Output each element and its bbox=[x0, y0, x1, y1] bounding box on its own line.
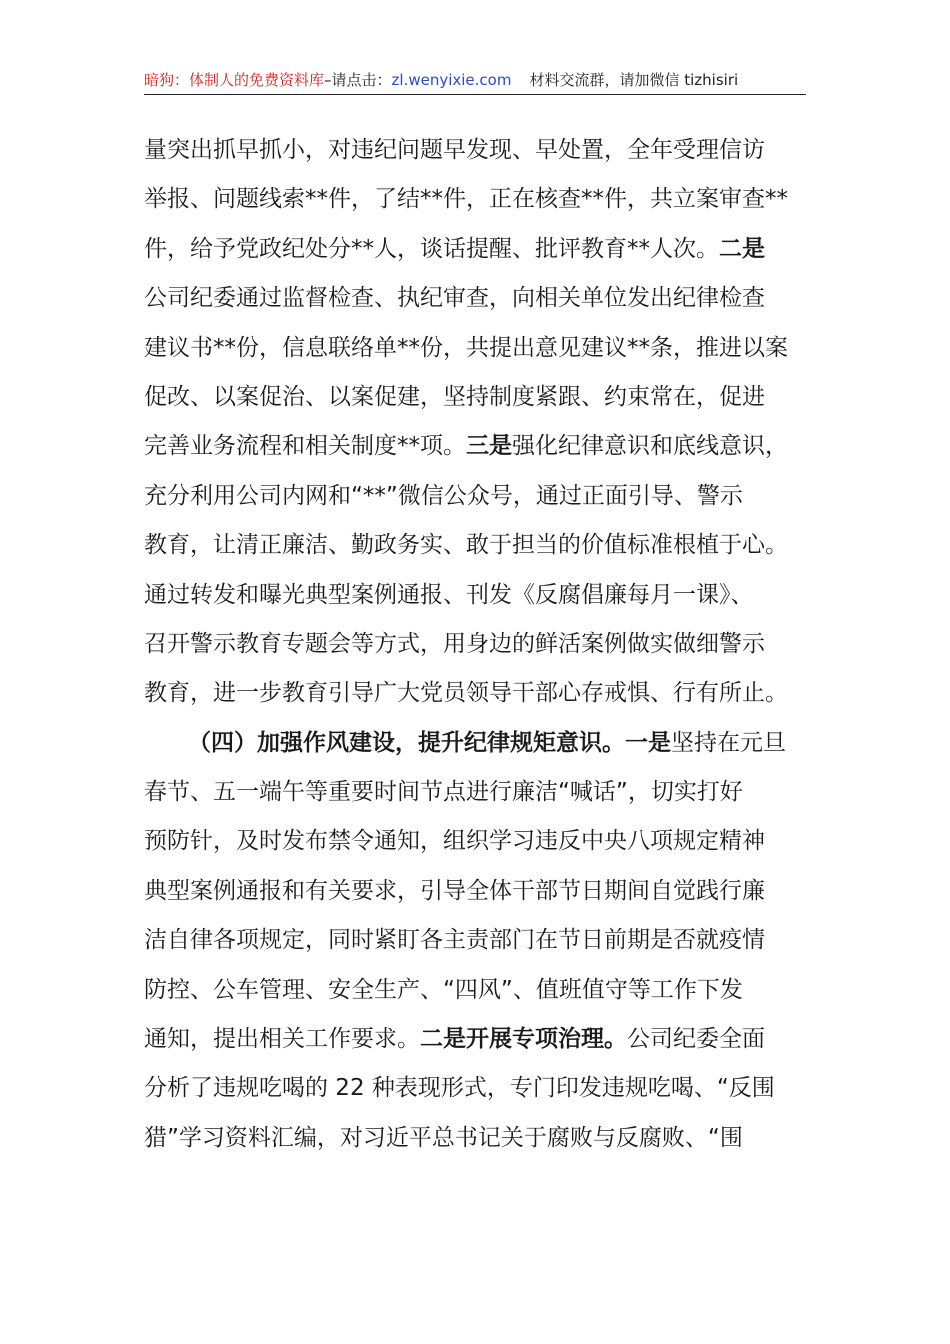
text-line: 公司纪委通过监督检查、执纪审查，向相关单位发出纪律检查 bbox=[144, 285, 765, 312]
text-line: 举报、问题线索**件，了结**件，正在核查**件，共立案审查** bbox=[144, 186, 788, 213]
text-line: 完善业务流程和相关制度**项。三是强化纪律意识和底线意识， bbox=[144, 433, 788, 460]
text-line: 预防针，及时发布禁令通知，组织学习违反中央八项规定精神 bbox=[144, 828, 765, 855]
text-line: 洁自律各项规定，同时紧盯各主责部门在节日前期是否就疫情 bbox=[144, 927, 765, 954]
text-line: 促改、以案促治、以案促建，坚持制度紧跟、约束常在，促进 bbox=[144, 383, 765, 410]
section-heading: （四）加强作风建设，提升纪律规矩意识。 bbox=[188, 729, 625, 756]
text-line: 教育，进一步教育引导广大党员领导干部心存戒惧、行有所止。 bbox=[144, 680, 788, 707]
text-line: 量突出抓早抓小，对违纪问题早发现、早处置，全年受理信访 bbox=[144, 137, 765, 163]
text-line: 通过转发和曝光典型案例通报、刊发《反腐倡廉每月一课》、 bbox=[144, 581, 754, 608]
text-line: 春节、五一端午等重要时间节点进行廉洁“喊话”，切实打好 bbox=[144, 779, 743, 806]
text-line: 典型案例通报和有关要求，引导全体干部节日期间自觉践行廉 bbox=[144, 877, 765, 904]
text-line: 召开警示教育专题会等方式，用身边的鲜活案例做实做细警示 bbox=[144, 630, 765, 657]
section-heading-line: （四）加强作风建设，提升纪律规矩意识。一是坚持在元旦 bbox=[188, 729, 786, 756]
header-url-link[interactable]: zl.wenyixie.com bbox=[391, 71, 512, 89]
point-marker: 二是 bbox=[719, 235, 765, 262]
header-brand: 暗狗：体制人的免费资料库 bbox=[144, 71, 325, 89]
page-header bbox=[144, 66, 806, 95]
text-line: 充分利用公司内网和“**”微信公众号，通过正面引导、警示 bbox=[144, 482, 743, 509]
text-line: 分析了违规吃喝的 22 种表现形式，专门印发违规吃喝、“反围 bbox=[144, 1075, 775, 1102]
point-marker: 三是 bbox=[466, 433, 512, 460]
text-line: 教育，让清正廉洁、勤政务实、敢于担当的价值标准根植于心。 bbox=[144, 532, 788, 559]
header-click-prompt: –请点击： bbox=[324, 71, 392, 89]
text-line: 防控、公车管理、安全生产、“四风”、值班值守等工作下发 bbox=[144, 976, 743, 1003]
text-line: 建议书**份，信息联络单**份，共提出意见建议**条，推进以案 bbox=[144, 334, 788, 361]
text-line: 猎”学习资料汇编，对习近平总书记关于腐败与反腐败、“围 bbox=[144, 1124, 743, 1151]
text-line: 通知，提出相关工作要求。二是开展专项治理。公司纪委全面 bbox=[144, 1026, 765, 1053]
text-line: 件，给予党政纪处分**人，谈话提醒、批评教育**人次。二是 bbox=[144, 235, 765, 262]
point-marker: 二是开展专项治理。 bbox=[420, 1026, 627, 1053]
header-contact: 材料交流群，请加微信 tizhisiri bbox=[529, 71, 739, 89]
point-marker: 一是 bbox=[625, 729, 671, 756]
document-body bbox=[144, 126, 809, 1163]
